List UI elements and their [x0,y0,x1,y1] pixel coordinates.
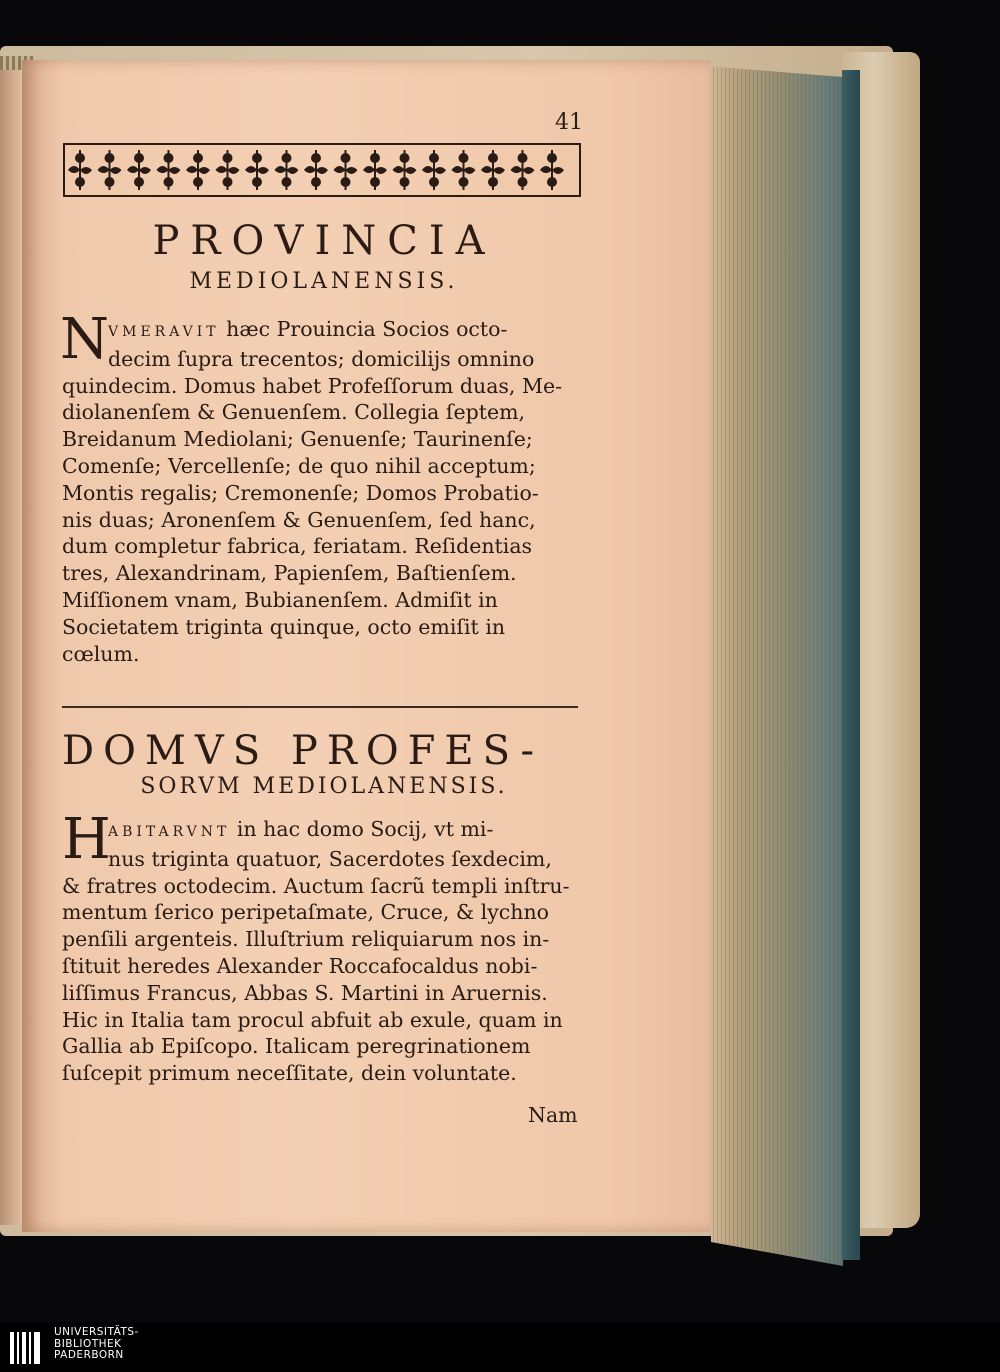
fleuron-icon [422,150,446,190]
line-text: hæc Prouincia Socios octo- [219,317,508,341]
fleuron-icon [334,150,358,190]
section-2-paragraph [62,807,584,1087]
line-text: Breidanum Mediolani; Genuenſe; Taurinenſe; [62,427,533,452]
line-text: mentum ſerico peripetaſmate, Cruce, & lychno [62,900,550,925]
page-edges [705,66,855,1266]
line-text: in hac domo Socij, vt mi- [230,817,494,841]
drop-cap-n: N [60,307,109,372]
text-line [62,1007,584,1034]
fleuron-icon [511,150,535,190]
catchword: Nam [528,1103,578,1127]
line-text: cœlum. [62,641,140,666]
fleuron-icon [452,150,476,190]
small-caps-word: ABITARVNT [108,824,231,840]
text-line [62,587,584,614]
library-name [54,1327,139,1362]
small-caps-word: VMERAVIT [108,324,220,340]
line-text: quindecim. Domus habet Profeſſorum duas, Me- [62,373,563,398]
fleuron-icon [245,150,269,190]
line-text: ſtituit heredes Alexander Roccafocaldus nobi- [62,953,538,978]
text-line [62,346,584,373]
province-heading: PROVINCIA [152,218,496,264]
text-line [62,980,584,1007]
line-text: & fratres octodecim. Auctum ſacrũ templi inſtru- [62,873,570,898]
house-heading: DOMVS PROFES- [62,728,543,774]
library-footer [0,1322,1000,1372]
fleuron-icon [68,150,92,190]
line-text: ſuſcepit primum neceſſitate, dein voluntate. [62,1061,517,1086]
house-subheading: SORVM MEDIOLANENSIS. [140,774,508,799]
library-name-line: UNIVERSITÄTS- [54,1326,139,1338]
text-line [62,399,584,426]
drop-cap-h: H [62,807,111,872]
text-line [62,560,584,587]
line-text: Gallia ab Epiſcopo. Italicam peregrinationem [62,1034,531,1059]
section-1-paragraph [60,307,584,667]
text-line [62,614,584,641]
text-line [62,453,584,480]
fleuron-icon [540,150,564,190]
text-line [62,926,584,953]
line-text: penſili argenteis. Illuſtrium reliquiarum nos in- [62,927,550,952]
library-name-line: BIBLIOTHEK [54,1337,122,1350]
facing-page-sliver [0,70,24,1225]
fleuron-icon [216,150,240,190]
line-text: Miſſionem vnam, Bubianenſem. Admiſit in [62,587,498,612]
text-line [62,641,584,668]
line-text: Hic in Italia tam procul abfuit ab exule, quam in [62,1007,563,1032]
fleuron-icon [304,150,328,190]
fleuron-icon [157,150,181,190]
section-divider [62,706,578,708]
text-line [62,1060,584,1087]
printers-ornament-icon [62,140,582,200]
text-line [62,316,584,346]
line-text: Montis regalis; Cremonenſe; Domos Probatio- [62,480,539,505]
library-logo-icon [8,1330,44,1366]
line-text: dum completur fabrica, feriatam. Reſidentias [62,534,533,559]
text-line [62,533,584,560]
text-line [62,816,584,846]
text-line [62,480,584,507]
page-number: 41 [555,110,583,135]
fleuron-icon [393,150,417,190]
line-text: nus triginta quatuor, Sacerdotes ſexdecim, [108,846,552,871]
text-line [62,899,584,926]
text-line [62,846,584,873]
province-subheading: MEDIOLANENSIS. [189,269,459,294]
line-text: diolanenſem & Genuenſem. Collegia ſeptem, [62,400,526,425]
line-text: decim ſupra trecentos; domicilijs omnino [108,346,535,371]
library-name-line: PADERBORN [54,1349,124,1361]
fleuron-icon [363,150,387,190]
fleuron-icon [275,150,299,190]
text-line [62,373,584,400]
line-text: nis duas; Aronenſem & Genuenſem, ſed hanc, [62,507,536,532]
line-text: Comenſe; Vercellenſe; de quo nihil acceptum; [62,453,536,478]
fleuron-icon [481,150,505,190]
text-line [62,873,584,900]
line-text: Societatem triginta quinque, octo emiſit in [62,614,506,639]
line-text: tres, Alexandrinam, Papienſem, Baſtienſem. [62,561,517,586]
text-line [62,507,584,534]
fleuron-icon [98,150,122,190]
fleuron-icon [186,150,210,190]
text-line [62,426,584,453]
line-text: liſſimus Francus, Abbas S. Martini in Aruernis. [62,980,548,1005]
page-edges-shadow [842,70,860,1260]
text-line [62,953,584,980]
text-line [62,1033,584,1060]
fleuron-icon [127,150,151,190]
